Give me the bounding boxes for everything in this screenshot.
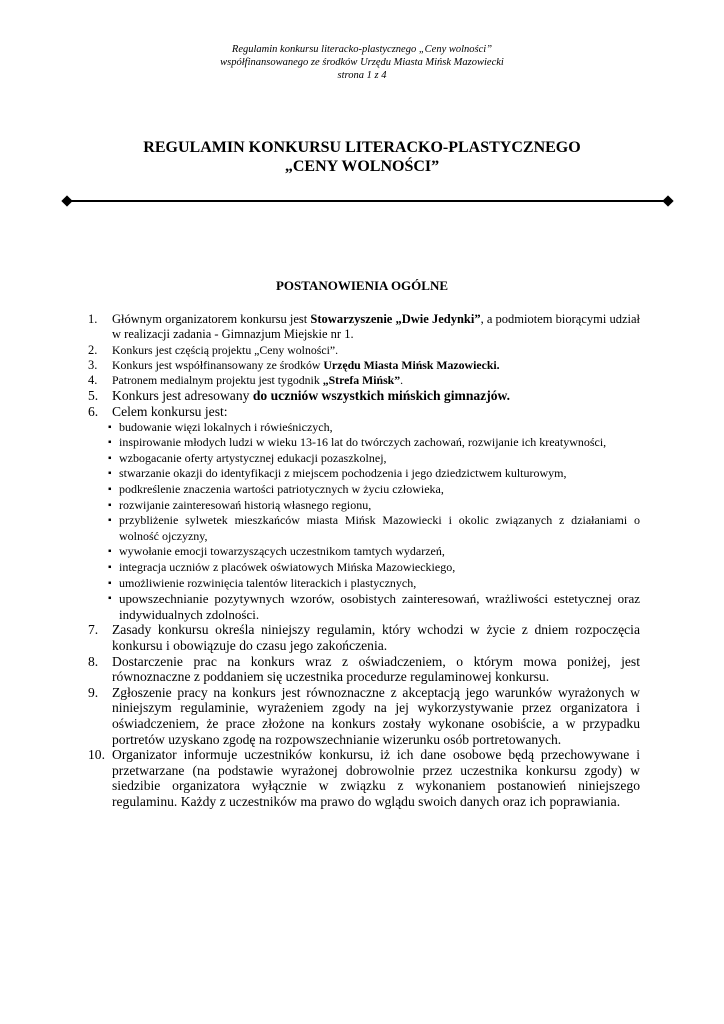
goal-text: podkreślenie znaczenia wartości patriotycznych w życiu człowieka, [119, 482, 444, 497]
item-text: Konkurs jest współfinansowany ze środków [112, 357, 324, 372]
provision-item-7 [88, 622, 640, 653]
goal-text: wzbogacanie oferty artystycznej edukacji pozaszkolnej, [119, 450, 387, 465]
item-text: , a podmiotem biorącymi udział w realizacji zadania - Gimnazjum Miejskie nr 1. [112, 312, 640, 342]
item-text-bold: Stowarzyszenie „Dwie Jedynki” [310, 312, 481, 326]
goal-item [88, 451, 640, 467]
goal-text: rozwijanie zainteresowań historią własnego regionu, [119, 497, 372, 512]
bullet-icon: ▪ [108, 546, 112, 558]
item-number: 10. [88, 747, 105, 763]
bullet-icon: ▪ [108, 562, 112, 574]
bullet-icon: ▪ [108, 499, 112, 511]
bullet-icon: ▪ [108, 577, 112, 589]
item-text: Zgłoszenie pracy na konkurs jest równoznaczne z akceptacją jego warunków wyrażonych w niniejszym regulaminie, wyrażeniem zgody na jej wykorzystywanie przez organizatora i oświadczeniem, że prace złożone na konkurs zostały wykonane osobiście, a w przypadku portretów uzyskano zgodę na rozpowszechnianie wizerunku osób portretowanych. [112, 684, 640, 747]
goal-item [88, 435, 640, 451]
document-title-line1: REGULAMIN KONKURSU LITERACKO-PLASTYCZNEGO [143, 139, 581, 156]
item-number: 3. [88, 357, 98, 372]
title-divider [68, 200, 672, 202]
goal-text: inspirowanie młodych ludzi w wieku 13-16 lat do twórczych zachowań, rozwijanie ich kreatywności, [119, 435, 607, 450]
item-number: 4. [88, 373, 98, 388]
running-header [0, 43, 724, 82]
goal-item [88, 560, 640, 576]
item-text: Dostarczenie prac na konkurs wraz z oświadczeniem, o którym mowa poniżej, jest równoznaczne z poddaniem się uczestnika procedurze regulaminowej konkursu. [112, 653, 640, 685]
item-text: Celem konkursu jest: [112, 404, 228, 420]
bullet-icon: ▪ [108, 452, 112, 464]
goal-text: umożliwienie rozwinięcia talentów literackich i plastycznych, [119, 575, 417, 590]
goal-item [88, 420, 640, 436]
item-text-bold: Urzędu Miasta Mińsk Mazowiecki. [323, 357, 500, 372]
header-page-number: strona 1 z 4 [337, 70, 387, 81]
goal-item [88, 498, 640, 514]
goal-text: stwarzanie okazji do identyfikacji z miejscem pochodzenia i jego dziedzictwem kulturowym, [119, 466, 567, 481]
item-text: Głównym organizatorem konkursu jest [112, 312, 311, 326]
item-text: Konkurs jest częścią projektu „Ceny wolności”. [112, 342, 339, 357]
item-number: 7. [88, 622, 99, 638]
header-line-funding: współfinansowanego ze środków Urzędu Miasta Mińsk Mazowiecki [220, 57, 504, 68]
item-text: . [400, 373, 404, 388]
goal-item [88, 482, 640, 498]
item-number: 9. [88, 684, 99, 700]
goal-text: integracja uczniów z placówek oświatowych Mińska Mazowieckiego, [119, 560, 456, 575]
goal-item [88, 591, 640, 622]
divider-diamond-right [662, 195, 673, 206]
provision-item-8 [88, 654, 640, 685]
goal-item [88, 513, 640, 544]
provision-item-9 [88, 685, 640, 747]
goal-item [88, 576, 640, 592]
item-text: Organizator informuje uczestników konkursu, iż ich dane osobowe będą przechowywane i przetwarzane (na podstawie wyrażonej dobrowolnie przez uczestnika konkursu zgody) w siedzibie organizatora wyłącznie w związku z wykonaniem postanowień niniejszego regulaminu. Każdy z uczestników ma prawo do wglądu swoich danych oraz ich poprawiania. [112, 747, 640, 809]
item-text-bold: „Strefa Mińsk” [322, 373, 401, 388]
item-number: 5. [88, 388, 99, 404]
section-heading: POSTANOWIENIA OGÓLNE [275, 278, 449, 293]
item-number: 1. [88, 312, 98, 326]
divider-diamond-left [61, 195, 72, 206]
goal-text: przybliżenie sylwetek mieszkańców miasta Mińsk Mazowiecki i okolic związanych z działaniami o wolność ojczyzny, [119, 513, 640, 543]
provision-item-1 [88, 312, 640, 343]
item-text-bold: do uczniów wszystkich mińskich gimnazjów. [252, 388, 511, 404]
document-title [0, 138, 724, 176]
provision-item-2 [88, 343, 640, 358]
bullet-icon: ▪ [108, 468, 112, 480]
goal-text: budowanie więzi lokalnych i rówieśniczych, [119, 419, 333, 434]
item-text: Konkurs jest adresowany [112, 388, 253, 404]
goal-text: wywołanie emocji towarzyszących uczestnikom tamtych wydarzeń, [119, 544, 445, 559]
provision-item-10 [88, 747, 640, 809]
provision-item-4 [88, 373, 640, 388]
item-number: 8. [88, 653, 99, 669]
goal-text: upowszechnianie pozytywnych wzorów, osobistych zainteresowań, wrażliwości estetycznej oraz indywidualnych zdolności. [119, 591, 640, 622]
provisions-list [88, 312, 640, 810]
bullet-icon: ▪ [108, 515, 112, 527]
bullet-icon: ▪ [108, 437, 112, 449]
provision-item-6 [88, 404, 640, 420]
provision-item-3 [88, 358, 640, 373]
bullet-icon: ▪ [108, 593, 112, 605]
document-title-line2: „CENY WOLNOŚCI” [284, 158, 440, 175]
bullet-icon: ▪ [108, 421, 112, 433]
bullet-icon: ▪ [108, 484, 112, 496]
goal-item [88, 466, 640, 482]
item-number: 2. [88, 342, 98, 357]
provision-item-5 [88, 388, 640, 404]
item-text: Patronem medialnym projektu jest tygodnik [112, 373, 323, 388]
item-text: Zasady konkursu określa niniejszy regulamin, który wchodzi w życie z dniem rozpoczęcia konkursu i obowiązuje do czasu jego zakończenia. [112, 622, 640, 653]
item-number: 6. [88, 404, 99, 420]
goal-item [88, 544, 640, 560]
header-line-title: Regulamin konkursu literacko-plastycznego „Ceny wolności” [231, 44, 493, 55]
